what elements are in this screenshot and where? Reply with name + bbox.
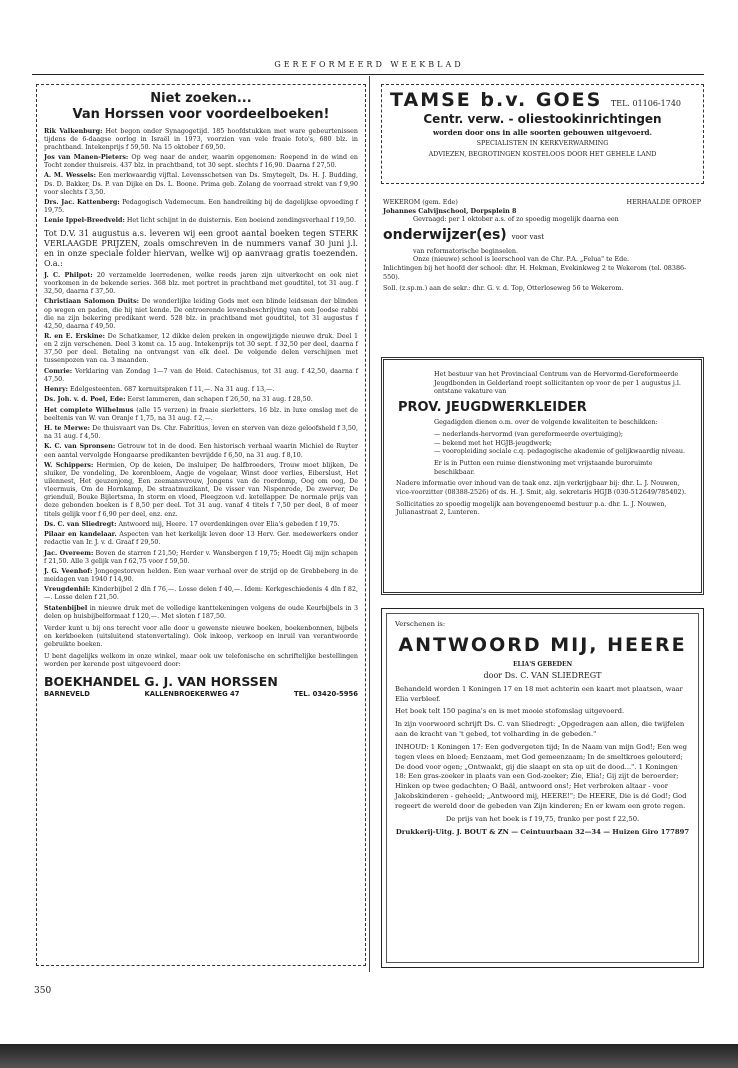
book-entry bbox=[44, 425, 358, 441]
book-author: Jac. Overeem: bbox=[44, 549, 94, 557]
horssen-advert bbox=[36, 84, 366, 966]
vacancy-line-2: Onze (nieuwe) school is leerschool van de Chr. P.A. „Felua" te Ede. bbox=[413, 255, 630, 264]
book-entry bbox=[44, 128, 358, 152]
book-list-a bbox=[44, 128, 358, 226]
vacancy-line-4: Soll. (z.sp.m.) aan de sekr.: dhr. G. v. d. Top, Otterloseweg 56 te Wekerom. bbox=[383, 284, 624, 293]
column-divider bbox=[369, 76, 370, 972]
store-name: BOEKHANDEL G. J. VAN HORSSEN bbox=[44, 673, 278, 689]
book-description: Het begon onder Synagogetijd. 185 hoofdstukken met ware gebeurtenissen tijdens de 6-daagse oorlog in Israël in 1973, voorzien van vele fraaie foto's, 680 blz. in prachtband. Intekenprijs f 59,50. Na 15 oktober f 69,50. bbox=[44, 127, 358, 151]
book-author: Het complete Wilhelmus bbox=[44, 406, 134, 414]
book-entry bbox=[44, 217, 358, 225]
book-description: De wonderlijke leiding Gods met een blinde leidsman der blinden op wegen en paden, die hij niet kende. De ontroerende levensbeschrijving van een Joodse rabbi die na zijn bekering predikant werd. 528 blz. in prachtband met goudtitel, tot 31 augustus f 42,50, daarna f 49,50. bbox=[44, 298, 358, 330]
advert-title-2: Van Horssen voor voordeelboeken! bbox=[72, 107, 330, 123]
book-description: Op weg naar de ander, waarin opgenomen: Roepend in de wind en Tocht zonder thuisreis. 437 blz. in prachtband, tot 30 sept. slechts f 16,90. Daarna f 27,50. bbox=[44, 154, 358, 170]
vacancy-title bbox=[383, 226, 701, 245]
book-author: H. te Merwe: bbox=[44, 425, 91, 433]
book-entry bbox=[44, 568, 358, 584]
book-author: K. C. van Spronsen: bbox=[44, 443, 116, 451]
book-entry bbox=[44, 298, 358, 330]
book-description: Getrouw tot in de dood. Een historisch verhaal waarin Michiel de Ruyter een aantal vervolgde Hongaarse predikanten bevrijdde f 6,50, na 31 aug. f 8,10. bbox=[44, 443, 358, 459]
tamse-line-1: worden door ons in alle soorten gebouwen uitgevoerd. bbox=[432, 128, 653, 137]
antwoord-publisher: Drukkerij-Uitg. J. BOUT & ZN — Ceintuurbaan 32—34 — Huizen Giro 177897 bbox=[395, 827, 690, 836]
antwoord-p3: In zijn voorwoord schrijft Ds. C. van Sliedregt: „Opgedragen aan allen, die twijfelen aan de kracht van 't gebed, tot volharding in de gebeden." bbox=[395, 720, 685, 739]
book-description: Hermien, Op de keien, De insluiper, De halfbroeders, Trouw moet blijken, De sluiker, De vondeling, De korenbloem, Aagje de vogelaar, Winst door verlies, Eiberslust, Het uilennest, Het geuzenjong, Een zeemansvrouw, Jongens van de roerdomp, Oog om oog, De vleermuis, Om de Hornkamp, De straatmuzikant, De visser van Nispenrode, De zwerver, De grienduil, Bouke Bijlertsma, In storm en vloed, Pleegzoon v.d. ketellapper. De normale prijs van deze gebonden boeken is f 8,50 per deel. Tot 31 aug. vanaf 4 titels f 7,50 per deel, 8 of meer titels gelijk voor f 6,90 per deel, enz. enz. bbox=[44, 461, 358, 518]
prov-seek: Gegadigden dienen o.m. over de volgende kwaliteiten te beschikken: bbox=[434, 418, 658, 427]
prov-requirements bbox=[396, 430, 689, 456]
page-number: 350 bbox=[34, 986, 52, 996]
antwoord-p2: Het boek telt 150 pagina's en is met mooie stofomslag uitgevoerd. bbox=[395, 707, 625, 716]
book-entry bbox=[44, 199, 358, 215]
book-entry bbox=[44, 368, 358, 384]
book-entry bbox=[44, 154, 358, 170]
tamse-subtitle: Centr. verw. - oliestookinrichtingen bbox=[423, 112, 662, 126]
prov-intro: Het bestuur van het Provinciaal Centrum van de Hervormd-Gereformeerde Jeugdbonden in Gelderland roept sollicitanten op voor de per 1 augustus j.l. ontstane vakature van bbox=[434, 370, 681, 396]
vacancy-suffix: voor vast bbox=[511, 232, 545, 241]
header-rule bbox=[32, 74, 704, 75]
wekerom-header bbox=[383, 198, 701, 207]
prov-req: — nederlands-hervormd (van gereformeerde overtuiging); bbox=[434, 430, 624, 439]
sale-intro: Tot D.V. 31 augustus a.s. leveren wij een groot aantal boeken tegen STERK VERLAAGDE PRIJZEN, zoals omschreven in de nummers vanaf 30 juni j.l. en in onze speciale folder hiervan, welke wij op aanvraag gratis toezenden. O.a.: bbox=[44, 228, 358, 269]
book-description: De Schatkamer, 12 dikke delen preken in ongewijzigde nieuwe druk. Deel 1 en 2 zijn verschenen. Deel 3 komt ca. 15 aug. Intekenprijs tot 30 sept. f 32,50 per deel, daarna f 37,50 per deel. Betaling na ontvangst van elk deel. De volgende delen verschijnen met tussenpozen van ca. 3 maanden. bbox=[44, 333, 358, 365]
wekerom-advert bbox=[383, 198, 701, 353]
book-author: J. C. Philpot: bbox=[44, 271, 93, 279]
school-name: Johannes Calvijnschool, Dorpsplein 8 bbox=[383, 206, 517, 215]
vacancy-title-text: onderwijzer(es) bbox=[383, 226, 507, 243]
book-description: Eerst lammeren, dan schapen f 26,50, na 31 aug. f 28,50. bbox=[125, 396, 313, 404]
book-entry bbox=[44, 521, 358, 529]
book-entry bbox=[44, 586, 358, 602]
store-city: BARNEVELD bbox=[44, 689, 90, 698]
book-description: Edelgesteenten. 687 kernuitspraken f 11,—. Na 31 aug. f 13,—. bbox=[68, 386, 275, 394]
book-author: Statenbijbel bbox=[44, 604, 88, 612]
tamse-phone: TEL. 01106-1740 bbox=[610, 99, 681, 108]
vacancy-line-1: van reformatorische beginselen. bbox=[413, 246, 519, 255]
prov-title: PROV. JEUGDWERKLEIDER bbox=[398, 399, 587, 415]
book-author: Comrie: bbox=[44, 367, 73, 375]
closing-text-2: U bent dagelijks welkom in onze winkel, maar ook uw telefonische en schriftelijke bestellingen worden per kerende post uitgevoerd door: bbox=[44, 653, 358, 669]
store-phone: TEL. 03420-5956 bbox=[294, 689, 358, 698]
tamse-title bbox=[390, 89, 695, 111]
book-entry bbox=[44, 550, 358, 566]
store-street: KALLENBROEKERWEG 47 bbox=[144, 689, 240, 698]
prov-putten: Er is in Putten een ruime dienstwoning met vrijstaande buroruimte beschikbaar. bbox=[434, 459, 653, 476]
prov-req: — bekend met het HGJB-jeugdwerk; bbox=[434, 438, 552, 447]
book-description: (alle 15 verzen) in fraaie sierletters. 16 blz. in luxe omslag met de beeltenis van W. van Oranje f 1,75, na 31 aug. f 2,—. bbox=[44, 406, 358, 422]
store-address bbox=[44, 690, 358, 699]
tamse-advert bbox=[381, 84, 704, 184]
book-description: Jongegestorven helden. Een waar verhaal over de strijd op de Grebbeberg in de meidagen van 1940 f 14,90. bbox=[44, 567, 358, 584]
book-entry bbox=[44, 443, 358, 459]
book-entry bbox=[44, 386, 358, 394]
book-list-b bbox=[44, 272, 358, 621]
book-description: Een merkwaardig vijftal. Levensschetsen van Ds. Smytegelt, Ds. H. J. Budding, Ds. D. Bakker, Ds. P. van Dijke en Ds. L. Boone. Prima geb. Zolang de voorraad strekt van f 9,90 voor slechts f 3,50. bbox=[44, 172, 358, 196]
book-description: in nieuwe druk met de volledige kanttekeningen volgens de oude Keurbijbels in 3 delen op huisbijbelformaat f 120,—. Met sloten f 187,50. bbox=[44, 604, 358, 620]
book-description: Kinderbijbel 2 dln f 76,—. Losse delen f 40,—. Idem: Kerkgeschiedenis 4 dln f 82,—. Losse delen f 21,50. bbox=[44, 586, 358, 602]
book-author: Christiaan Salomon Duits: bbox=[44, 298, 140, 306]
book-description: 20 verzamelde leerredenen, welke reeds jaren zijn uitverkocht en ook niet voorkomen in de bekende series. 368 blz. met portret in prachtband met goudtitel, tot 31 aug. f 32,50, daarna f 37,50. bbox=[44, 271, 358, 296]
antwoord-p1: Behandeld worden 1 Koningen 17 en 18 met achterin een kaart met plaatsen, waar Elia verbleef. bbox=[395, 684, 683, 703]
antwoord-contents: INHOUD: 1 Koningen 17: Een godvergeten tijd; In de Naam van mijn God!; Een weg tegen vlees en bloed; Eenzaam, met God gemeenzaam; In de smeltkroes gelouterd; De dood voor ogen; „Ontwaakt, gij die slaapt en sta op uit de dood...". 1 Koningen 18: Een gras-zoeker in plaats van een God-zoeker; Zie, Elia!; Gij zijt de beroerder; Hinken op twee gedachten; O Baäl, antwoord ons!; Het verbroken altaar - voor Jakobskinderen - geheeld; „Antwoord mij, HEERE!"; De HEERE, Die is dé God!; God regeert de wereld door de gebeden van Zijn kinderen; En er kwam een grote regen. bbox=[395, 742, 687, 810]
prov-info: Nadere informatie over inhoud van de taak enz. zijn verkrijgbaar bij: dhr. L. J. Nouwen, vice-voorzitter (08388-2526) of ds. H. J. Smit, alg. sekretaris HGJB (030-512649/785402). bbox=[396, 479, 687, 496]
book-description: Aspecten van het kerkelijk leven door 13 Herv. Ger. medewerkers onder redactie van Ir. J. v. d. Graaf f 29,50. bbox=[44, 531, 358, 547]
book-description: De thuisvaart van Ds. Chr. Fabritius, leven en sterven van deze geloofsheld f 3,50, na 31 aug. f 4,50. bbox=[44, 425, 358, 441]
antwoord-author: door Ds. C. VAN SLIEDREGT bbox=[483, 671, 602, 681]
book-entry bbox=[44, 396, 358, 404]
book-description: Boven de starren f 21,50; Herder v. Wansbergen f 19,75; Hoedt Gij mijn schapen f 21,50. Alle 3 gelijk van f 62,75 voor f 59,50. bbox=[44, 549, 359, 565]
book-author: Vreugdenhil: bbox=[44, 586, 91, 594]
wekerom-place: WEKEROM (gem. Ede) bbox=[383, 198, 458, 206]
wekerom-tag: HERHAALDE OPROEP bbox=[626, 198, 701, 206]
book-author: W. Schippers: bbox=[44, 461, 94, 469]
prov-req: — vooropleiding sociale c.q. pedagogische akademie of gelijkwaardig niveau. bbox=[434, 447, 686, 456]
closing-text-1: Verder kunt u bij ons terecht voor alle door u gewenste nieuwe boeken, boekenbonnen, bijbels en kerkboeken (uitsluitend statenvertaling). Ook inkoop, verkoop en inruil van verantwoorde gebruikte boeken. bbox=[44, 624, 358, 649]
antwoord-pre: Verschenen is: bbox=[395, 620, 446, 628]
book-entry bbox=[44, 172, 358, 196]
book-entry bbox=[44, 272, 358, 296]
book-author: Rik Valkenburg: bbox=[44, 127, 103, 135]
antwoord-advert bbox=[381, 608, 704, 968]
book-author: J. G. Veenhof: bbox=[44, 567, 93, 575]
book-author: Ds. Joh. v. d. Poel, Ede: bbox=[44, 396, 126, 404]
book-entry bbox=[44, 333, 358, 365]
book-description: Pedagogisch Vademecum. Een handreiking bij de dagelijkse opvoeding f 19,75. bbox=[44, 198, 358, 215]
book-author: R. en E. Erskine: bbox=[44, 333, 106, 341]
running-header: GEREFORMEERD WEEKBLAD bbox=[274, 60, 464, 69]
book-entry bbox=[44, 605, 358, 621]
book-author: A. M. Wessels: bbox=[44, 172, 96, 180]
book-description: Verklaring van Zondag 1—7 van de Heid. Catechismus, tot 31 aug. f 42,50, daarna f 47,50. bbox=[44, 367, 358, 383]
scan-edge bbox=[0, 1028, 738, 1068]
vacancy-ask: Gevraagd: per 1 oktober a.s. of zo spoedig mogelijk daarna een bbox=[413, 215, 619, 224]
antwoord-price: De prijs van het boek is f 19,75, franko per post f 22,50. bbox=[445, 814, 640, 823]
book-description: Het licht schijnt in de duisternis. Een boeiend zendingsverhaal f 19,50. bbox=[124, 217, 356, 225]
tamse-line-3: ADVIEZEN, BEGROTINGEN KOSTELOOS DOOR HET GEHELE LAND bbox=[428, 150, 657, 159]
book-author: Ds. C. van Sliedregt: bbox=[44, 520, 117, 528]
book-entry bbox=[44, 531, 358, 547]
book-author: Henry: bbox=[44, 386, 69, 394]
antwoord-inner bbox=[386, 613, 699, 963]
book-entry bbox=[44, 462, 358, 519]
book-author: Pilaar en kandelaar. bbox=[44, 531, 117, 539]
advert-title-1: Niet zoeken... bbox=[150, 91, 252, 106]
book-description: Antwoord mij, Heere. 17 overdenkingen over Elia's gebeden f 19,75. bbox=[116, 520, 340, 528]
book-author: Drs. Jac. Kattenberg: bbox=[44, 198, 120, 206]
book-author: Jos van Manen-Pieters: bbox=[44, 154, 129, 162]
tamse-line-2: SPECIALISTEN IN KERKVERWARMING bbox=[476, 139, 609, 148]
antwoord-title: ANTWOORD MIJ, HEERE bbox=[398, 633, 687, 656]
tamse-name: TAMSE b.v. GOES bbox=[390, 89, 603, 111]
prov-jeugdwerkleider-advert bbox=[381, 357, 704, 595]
antwoord-sub: ELIA'S GEBEDEN bbox=[512, 661, 573, 669]
vacancy-line-3: Inlichtingen bij het hoofd der school: dhr. H. Hekman, Evekinkweg 2 te Wekerom (tel. 08386-550). bbox=[383, 264, 687, 281]
book-author: Lenie Ippel-Breedveld: bbox=[44, 217, 125, 225]
book-entry bbox=[44, 407, 358, 423]
prov-soll: Sollicitaties zo spoedig mogelijk aan bovengenoemd bestuur p.a. dhr. L. J. Nouwen, Julianastraat 2, Lunteren. bbox=[396, 499, 667, 517]
